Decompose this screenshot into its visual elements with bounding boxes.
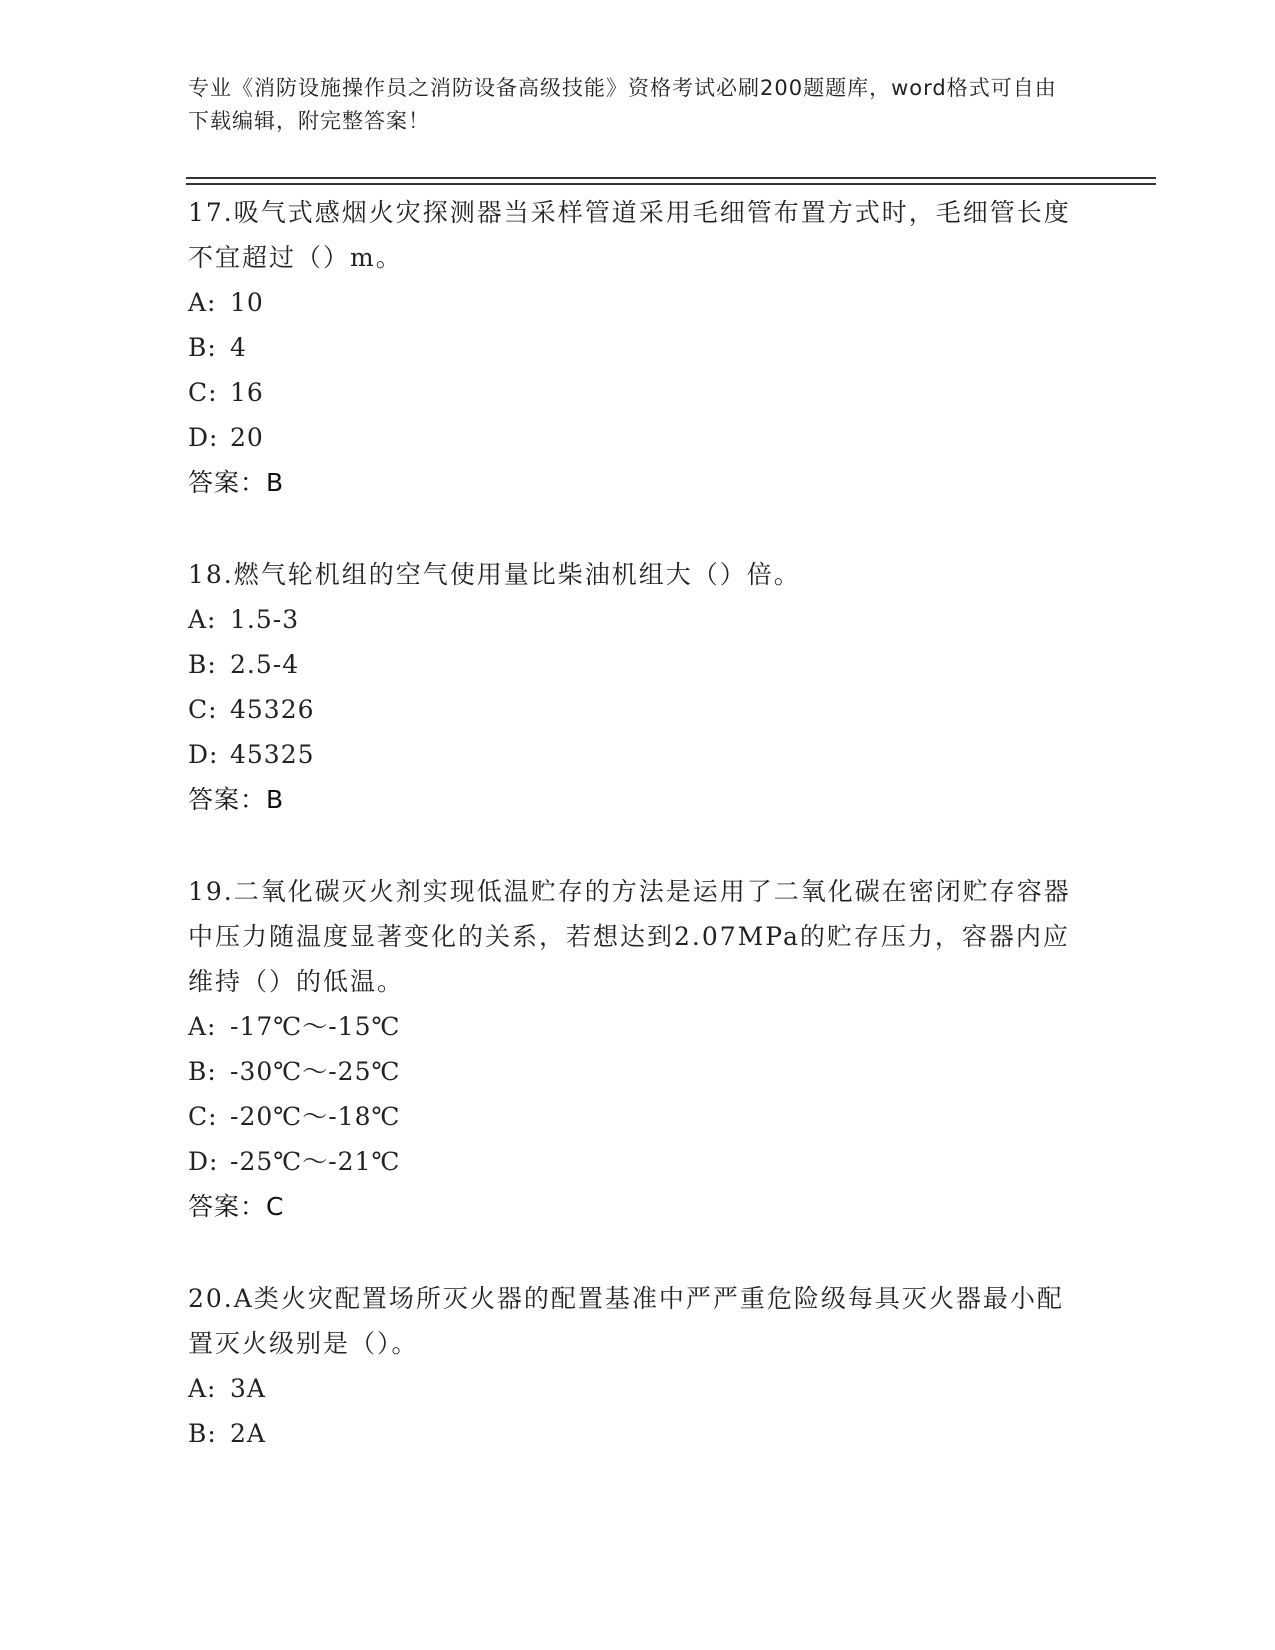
option-letter: D: (188, 1147, 219, 1176)
option-text: 1.5-3 (230, 605, 300, 634)
option-letter: B: (188, 333, 217, 362)
question-18 (188, 550, 1088, 822)
option-text: 16 (230, 378, 264, 407)
option-text: -25℃～-21℃ (230, 1147, 401, 1176)
spacer (188, 505, 1088, 550)
answer-label: 答案：B (188, 468, 285, 497)
header-divider-top (186, 177, 1156, 179)
question-stem: 19.二氧化碳灭火剂实现低温贮存的方法是运用了二氧化碳在密闭贮存容器中压力随温度显著变化的关系，若想达到2.07MPa的贮存压力，容器内应维持（）的低温。 (188, 877, 1071, 996)
option-letter: A: (188, 288, 217, 317)
option-text: -17℃～-15℃ (230, 1012, 401, 1041)
option-b (188, 1049, 1088, 1094)
option-text: 10 (230, 288, 264, 317)
option-letter: C: (188, 1102, 218, 1131)
question-stem: 17.吸气式感烟火灾探测器当采样管道采用毛细管布置方式时，毛细管长度不宜超过（）m。 (188, 198, 1071, 272)
question-stem: 18.燃气轮机组的空气使用量比柴油机组大（）倍。 (188, 560, 801, 589)
option-text: 2A (230, 1419, 266, 1448)
option-d (188, 1139, 1088, 1184)
option-b (188, 642, 1088, 687)
question-stem: 20.A类火灾配置场所灭火器的配置基准中严严重危险级每具灭火器最小配置灭火级别是（）。 (188, 1284, 1064, 1358)
option-letter: B: (188, 1057, 217, 1086)
option-letter: D: (188, 740, 219, 769)
question-20 (188, 1274, 1088, 1456)
option-c (188, 370, 1088, 415)
option-letter: B: (188, 1419, 217, 1448)
spacer (188, 822, 1088, 867)
question-17 (188, 188, 1088, 505)
question-list (188, 188, 1088, 1456)
option-b (188, 325, 1088, 370)
option-text: 4 (230, 333, 247, 362)
option-letter: A: (188, 1374, 217, 1403)
option-c (188, 1094, 1088, 1139)
option-text: -30℃～-25℃ (230, 1057, 401, 1086)
option-d (188, 732, 1088, 777)
option-text: 20 (230, 423, 264, 452)
header-divider-bottom (186, 183, 1156, 185)
option-a (188, 280, 1088, 325)
option-letter: B: (188, 650, 217, 679)
option-c (188, 687, 1088, 732)
option-letter: A: (188, 1012, 217, 1041)
document-header: 专业《消防设施操作员之消防设备高级技能》资格考试必刷200题题库，word格式可自由下载编辑，附完整答案！ (188, 76, 1057, 133)
spacer (188, 1229, 1088, 1274)
option-text: 45326 (230, 695, 315, 724)
option-letter: C: (188, 695, 218, 724)
option-text: 45325 (230, 740, 315, 769)
option-d (188, 415, 1088, 460)
answer-label: 答案：C (188, 1192, 285, 1221)
option-text: -20℃～-18℃ (230, 1102, 401, 1131)
question-19 (188, 867, 1088, 1229)
option-a (188, 1004, 1088, 1049)
option-letter: C: (188, 378, 218, 407)
option-letter: A: (188, 605, 217, 634)
option-letter: D: (188, 423, 219, 452)
option-b (188, 1411, 1088, 1456)
option-text: 3A (230, 1374, 266, 1403)
option-a (188, 1366, 1088, 1411)
option-text: 2.5-4 (230, 650, 300, 679)
option-a (188, 597, 1088, 642)
answer-label: 答案：B (188, 785, 285, 814)
